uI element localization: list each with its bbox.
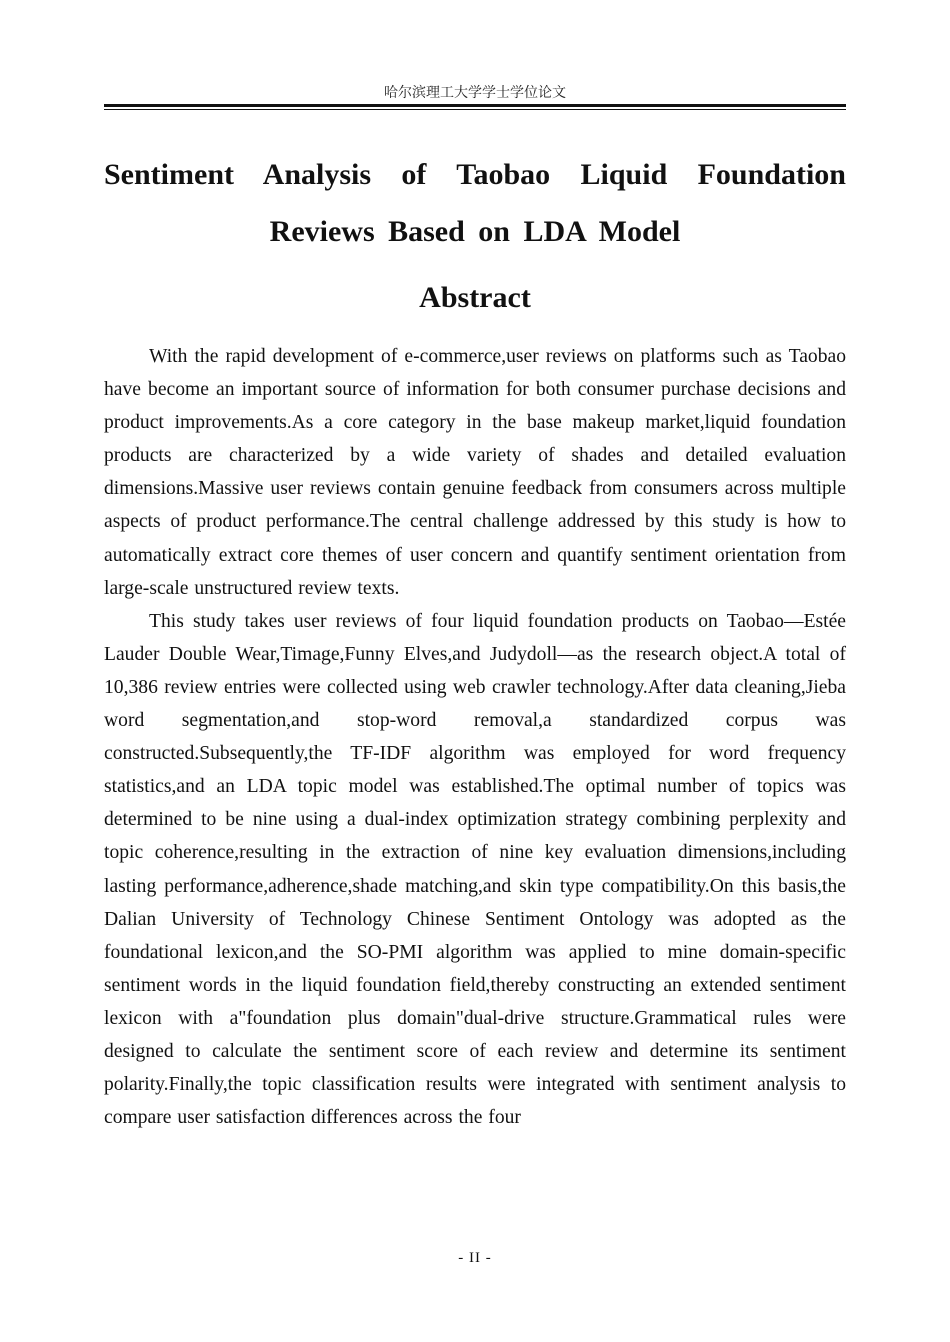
abstract-body (104, 340, 846, 1134)
running-header: 哈尔滨理工大学学士学位论文 (384, 85, 566, 101)
abstract-heading: Abstract (419, 281, 531, 314)
header-rule-thin (104, 109, 846, 110)
page-number: - II - (458, 1250, 492, 1266)
abstract-paragraph-2: This study takes user reviews of four liquid foundation products on Taobao—Estée Lauder Double Wear,Timage,Funny Elves,and Judydoll—as the research object.A total of 10,386 review entries were collected using web crawler technology.After data cleaning,Jieba word segmentation,and stop-word removal,a standardized corpus was constructed.Subsequently,the TF-IDF algorithm was employed for word frequency statistics,and an LDA topic model was established.The optimal number of topics was determined to be nine using a dual-index optimization strategy combining perplexity and topic coherence,resulting in the extraction of nine key evaluation dimensions,including lasting performance,adherence,shade matching,and skin type compatibility.On this basis,the Dalian University of Technology Chinese Sentiment Ontology was adopted as the foundational lexicon,and the SO-PMI algorithm was applied to mine domain-specific sentiment words in the liquid foundation field,thereby constructing an extended sentiment lexicon with a"foundation plus domain"dual-drive structure.Grammatical rules were designed to calculate the sentiment score of each review and determine its sentiment polarity.Finally,the topic classification results were integrated with sentiment analysis to compare user satisfaction differences across the four (104, 610, 846, 1129)
abstract-paragraph-1: With the rapid development of e-commerce,user reviews on platforms such as Taobao have become an important source of information for both consumer purchase decisions and product improvements.As a core category in the base makeup market,liquid foundation products are characterized by a wide variety of shades and detailed evaluation dimensions.Massive user reviews contain genuine feedback from consumers across multiple aspects of product performance.The central challenge addressed by this study is how to automatically extract core themes of user concern and quantify sentiment orientation from large-scale unstructured review texts. (104, 346, 846, 599)
header-rule-thick (104, 104, 846, 107)
paper-title: Sentiment Analysis of Taobao Liquid Foundation Reviews Based on LDA Model (104, 158, 846, 248)
